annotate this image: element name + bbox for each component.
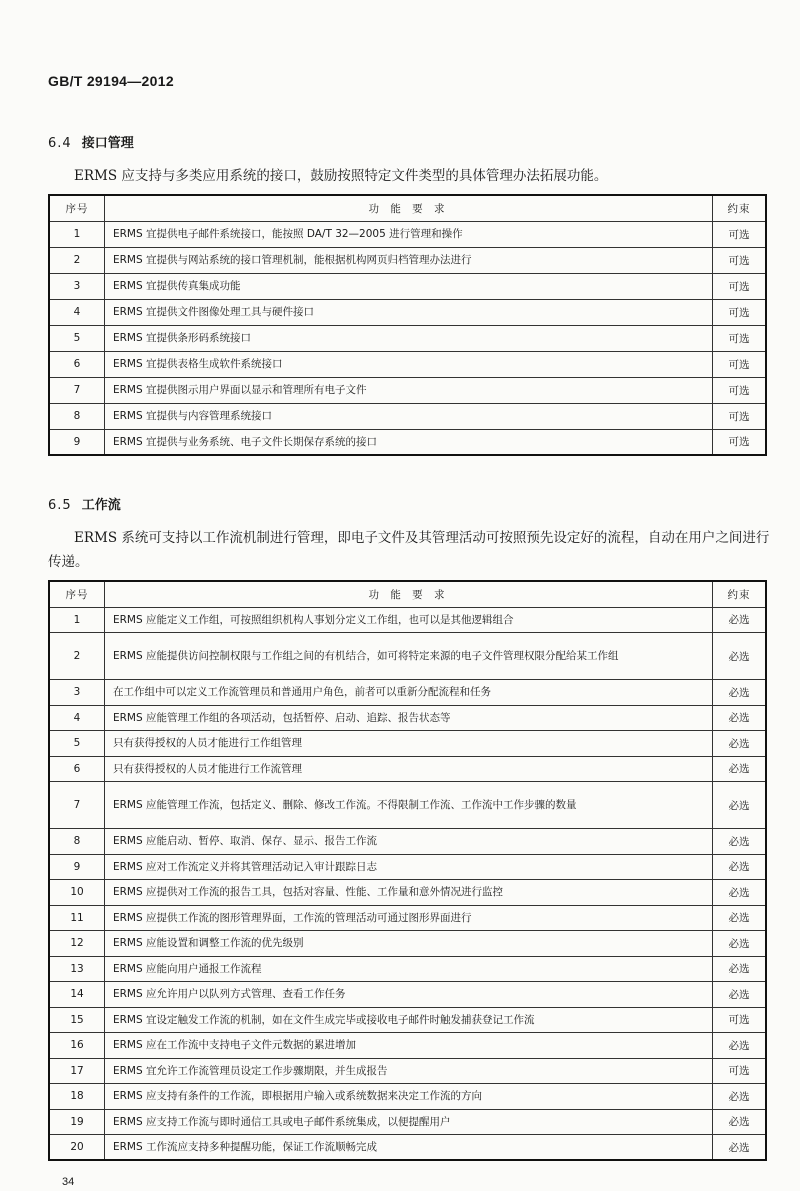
row-serial: 16 xyxy=(49,1033,105,1059)
row-serial: 5 xyxy=(49,325,105,351)
row-requirement: ERMS 应能定义工作组，可按照组织机构人事划分定义工作组，也可以是其他逻辑组合 xyxy=(105,607,713,633)
row-constraint: 可选 xyxy=(713,429,767,455)
section-number: 6.5 xyxy=(48,498,72,513)
row-constraint: 可选 xyxy=(713,221,767,247)
row-requirement: ERMS 工作流应支持多种提醒功能，保证工作流顺畅完成 xyxy=(105,1135,713,1161)
row-serial: 13 xyxy=(49,956,105,982)
row-serial: 5 xyxy=(49,731,105,757)
row-serial: 7 xyxy=(49,377,105,403)
row-requirement: ERMS 宜提供图示用户界面以显示和管理所有电子文件 xyxy=(105,377,713,403)
row-serial: 14 xyxy=(49,982,105,1008)
row-constraint: 必选 xyxy=(713,782,767,829)
row-constraint: 必选 xyxy=(713,880,767,906)
table-row xyxy=(49,982,766,1008)
row-requirement: 在工作组中可以定义工作流管理员和普通用户角色，前者可以重新分配流程和任务 xyxy=(105,680,713,706)
row-requirement: ERMS 宜提供表格生成软件系统接口 xyxy=(105,351,713,377)
row-constraint: 可选 xyxy=(713,247,767,273)
row-requirement: ERMS 宜提供传真集成功能 xyxy=(105,273,713,299)
row-constraint: 必选 xyxy=(713,982,767,1008)
table-row xyxy=(49,429,766,455)
row-constraint: 必选 xyxy=(713,1084,767,1110)
row-requirement: ERMS 应提供工作流的图形管理界面，工作流的管理活动可通过图形界面进行 xyxy=(105,905,713,931)
table-row xyxy=(49,905,766,931)
header-requirement: 功 能 要 求 xyxy=(105,195,713,221)
row-constraint: 必选 xyxy=(713,705,767,731)
section-intro-6-4: ERMS 应支持与多类应用系统的接口，鼓励按照特定文件类型的具体管理办法拓展功能。 xyxy=(74,168,608,184)
header-requirement: 功 能 要 求 xyxy=(105,581,713,607)
row-requirement: ERMS 应能启动、暂停、取消、保存、显示、报告工作流 xyxy=(105,829,713,855)
row-constraint: 必选 xyxy=(713,829,767,855)
row-serial: 3 xyxy=(49,273,105,299)
row-constraint: 必选 xyxy=(713,956,767,982)
header-serial: 序号 xyxy=(49,581,105,607)
row-constraint: 必选 xyxy=(713,756,767,782)
page-number: 34 xyxy=(62,1176,75,1188)
row-constraint: 可选 xyxy=(713,325,767,351)
row-serial: 8 xyxy=(49,403,105,429)
table-row xyxy=(49,880,766,906)
table-row xyxy=(49,1109,766,1135)
row-constraint: 必选 xyxy=(713,607,767,633)
table-row xyxy=(49,1058,766,1084)
row-serial: 1 xyxy=(49,221,105,247)
row-requirement: ERMS 应对工作流定义并将其管理活动记入审计跟踪日志 xyxy=(105,854,713,880)
section-intro-6-5: ERMS 系统可支持以工作流机制进行管理，即电子文件及其管理活动可按照预先设定好的流程，自动在用户之间进行传递。 xyxy=(48,530,770,570)
table-row xyxy=(49,931,766,957)
table-row xyxy=(49,782,766,829)
row-serial: 20 xyxy=(49,1135,105,1161)
table-header-row xyxy=(49,581,766,607)
row-constraint: 必选 xyxy=(713,931,767,957)
table-row xyxy=(49,756,766,782)
row-requirement: ERMS 应能提供访问控制权限与工作组之间的有机结合，如可将特定来源的电子文件管理权限分配给某工作组 xyxy=(105,633,713,680)
row-requirement: ERMS 宜提供电子邮件系统接口，能按照 DA/T 32—2005 进行管理和操作 xyxy=(105,221,713,247)
row-requirement: ERMS 宜提供与内容管理系统接口 xyxy=(105,403,713,429)
row-constraint: 必选 xyxy=(713,905,767,931)
row-constraint: 必选 xyxy=(713,633,767,680)
row-serial: 1 xyxy=(49,607,105,633)
row-requirement: ERMS 宜设定触发工作流的机制，如在文件生成完毕或接收电子邮件时触发捕获登记工作流 xyxy=(105,1007,713,1033)
table-row xyxy=(49,633,766,680)
row-requirement: ERMS 宜提供文件图像处理工具与硬件接口 xyxy=(105,299,713,325)
table-row xyxy=(49,273,766,299)
table-row xyxy=(49,854,766,880)
row-serial: 18 xyxy=(49,1084,105,1110)
section-title: 接口管理 xyxy=(81,136,134,151)
header-constraint: 约束 xyxy=(713,581,767,607)
table-row xyxy=(49,1007,766,1033)
row-serial: 11 xyxy=(49,905,105,931)
row-requirement: ERMS 应在工作流中支持电子文件元数据的累进增加 xyxy=(105,1033,713,1059)
table-row xyxy=(49,351,766,377)
section-number: 6.4 xyxy=(48,136,72,151)
row-serial: 6 xyxy=(49,351,105,377)
table-row xyxy=(49,221,766,247)
table-row xyxy=(49,299,766,325)
row-requirement: ERMS 宜提供条形码系统接口 xyxy=(105,325,713,351)
standard-code: GB/T 29194—2012 xyxy=(48,73,174,89)
row-constraint: 可选 xyxy=(713,299,767,325)
table-row xyxy=(49,680,766,706)
row-constraint: 可选 xyxy=(713,1007,767,1033)
table-row xyxy=(49,247,766,273)
row-requirement: ERMS 应能管理工作流，包括定义、删除、修改工作流。不得限制工作流、工作流中工作步骤的数量 xyxy=(105,782,713,829)
row-serial: 9 xyxy=(49,429,105,455)
row-serial: 6 xyxy=(49,756,105,782)
requirements-table-6-5 xyxy=(48,580,767,1161)
row-requirement: ERMS 应提供对工作流的报告工具，包括对容量、性能、工作量和意外情况进行监控 xyxy=(105,880,713,906)
table-row xyxy=(49,607,766,633)
header-constraint: 约束 xyxy=(713,195,767,221)
table-row xyxy=(49,731,766,757)
row-serial: 19 xyxy=(49,1109,105,1135)
row-requirement: 只有获得授权的人员才能进行工作流管理 xyxy=(105,756,713,782)
row-constraint: 可选 xyxy=(713,377,767,403)
table-row xyxy=(49,403,766,429)
row-serial: 15 xyxy=(49,1007,105,1033)
row-requirement: ERMS 应允许用户以队列方式管理、查看工作任务 xyxy=(105,982,713,1008)
row-requirement: 只有获得授权的人员才能进行工作组管理 xyxy=(105,731,713,757)
section-title: 工作流 xyxy=(81,498,121,513)
row-constraint: 必选 xyxy=(713,680,767,706)
section-heading-6-5 xyxy=(48,494,121,513)
row-constraint: 必选 xyxy=(713,1033,767,1059)
row-requirement: ERMS 应支持工作流与即时通信工具或电子邮件系统集成，以便提醒用户 xyxy=(105,1109,713,1135)
row-serial: 17 xyxy=(49,1058,105,1084)
row-serial: 12 xyxy=(49,931,105,957)
row-constraint: 必选 xyxy=(713,731,767,757)
row-constraint: 必选 xyxy=(713,854,767,880)
table-row xyxy=(49,829,766,855)
row-serial: 2 xyxy=(49,633,105,680)
row-constraint: 可选 xyxy=(713,273,767,299)
row-requirement: ERMS 宜允许工作流管理员设定工作步骤期限，并生成报告 xyxy=(105,1058,713,1084)
row-constraint: 必选 xyxy=(713,1109,767,1135)
section-heading-6-4 xyxy=(48,132,134,151)
table-row xyxy=(49,1135,766,1161)
row-serial: 7 xyxy=(49,782,105,829)
table-header-row xyxy=(49,195,766,221)
row-serial: 9 xyxy=(49,854,105,880)
row-requirement: ERMS 应能管理工作组的各项活动，包括暂停、启动、追踪、报告状态等 xyxy=(105,705,713,731)
row-constraint: 必选 xyxy=(713,1135,767,1161)
row-serial: 3 xyxy=(49,680,105,706)
row-serial: 10 xyxy=(49,880,105,906)
table-row xyxy=(49,1033,766,1059)
row-constraint: 可选 xyxy=(713,1058,767,1084)
table-row xyxy=(49,325,766,351)
table-row xyxy=(49,377,766,403)
row-serial: 8 xyxy=(49,829,105,855)
header-serial: 序号 xyxy=(49,195,105,221)
row-requirement: ERMS 宜提供与业务系统、电子文件长期保存系统的接口 xyxy=(105,429,713,455)
row-requirement: ERMS 应支持有条件的工作流，即根据用户输入或系统数据来决定工作流的方向 xyxy=(105,1084,713,1110)
row-constraint: 可选 xyxy=(713,351,767,377)
row-constraint: 可选 xyxy=(713,403,767,429)
table-row xyxy=(49,956,766,982)
row-serial: 4 xyxy=(49,705,105,731)
row-requirement: ERMS 应能设置和调整工作流的优先级别 xyxy=(105,931,713,957)
row-requirement: ERMS 应能向用户通报工作流程 xyxy=(105,956,713,982)
requirements-table-6-4 xyxy=(48,194,767,456)
row-serial: 4 xyxy=(49,299,105,325)
table-row xyxy=(49,1084,766,1110)
table-row xyxy=(49,705,766,731)
row-requirement: ERMS 宜提供与网站系统的接口管理机制，能根据机构网页归档管理办法进行 xyxy=(105,247,713,273)
row-serial: 2 xyxy=(49,247,105,273)
